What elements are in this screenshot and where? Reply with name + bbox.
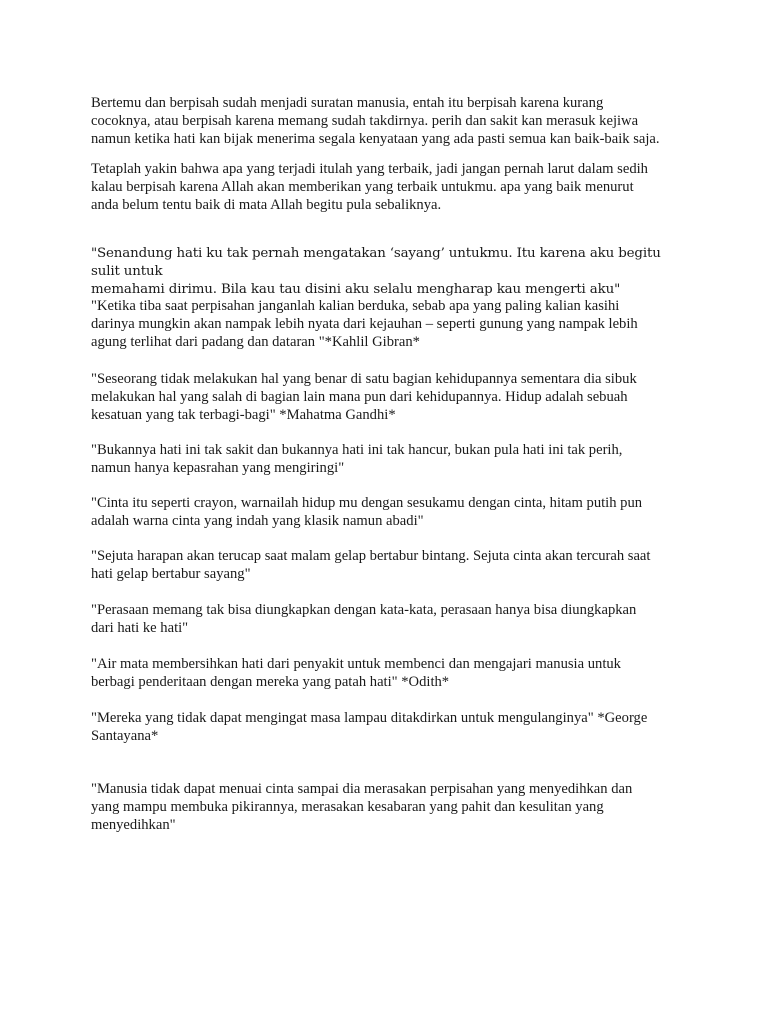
paragraph-second: Tetaplah yakin bahwa apa yang terjadi itulah yang terbaik, jadi jangan pernah larut dalam sedih kalau berpisah karena Allah akan memberikan yang terbaik untukmu. apa yang baik menurut anda belum tentu baik di mata Allah begitu pula sebaliknya. <box>91 161 648 213</box>
quote-odith: "Air mata membersihkan hati dari penyakit untuk membenci dan mengajari manusia untuk berbagi penderitaan dengan mereka yang patah hati" *Odith* <box>91 656 621 690</box>
quote-perasaan: "Perasaan memang tak bisa diungkapkan dengan kata-kata, perasaan hanya bisa diungkapkan dari hati ke hati" <box>91 602 637 636</box>
quote-george-santayana: "Mereka yang tidak dapat mengingat masa lampau ditakdirkan untuk mengulanginya" *George Santayana* <box>91 710 648 744</box>
quote-cinta-crayon: "Cinta itu seperti crayon, warnailah hidup mu dengan sesukamu dengan cinta, hitam putih pun adalah warna cinta yang indah yang klasik namun abadi" <box>91 495 643 529</box>
quote-mahatma-gandhi: "Seseorang tidak melakukan hal yang benar di satu bagian kehidupannya sementara dia sibuk melakukan hal yang salah di bagian lain mana pun dari kehidupannya. Hidup adalah sebuah kesatuan yang tak terbagi-bagi" *Mahatma Gandhi* <box>91 371 637 423</box>
quote-bukannya-hati: "Bukannya hati ini tak sakit dan bukannya hati ini tak hancur, bukan pula hati ini tak perih, namun hanya kepasrahan yang mengiringi" <box>91 442 623 476</box>
quote-kahlil-gibran: "Ketika tiba saat perpisahan janganlah kalian berduka, sebab apa yang paling kalian kasihi darinya mungkin akan nampak lebih nyata dari kejauhan – seperti gunung yang nampak lebih agung terlihat dari padang dan dataran "*Kahlil Gibran* <box>91 298 638 350</box>
quote-manusia-cinta: "Manusia tidak dapat menuai cinta sampai dia merasakan perpisahan yang menyedihkan dan yang mampu membuka pikirannya, merasakan kesabaran yang pahit dan kesulitan yang menyedihkan" <box>91 781 633 833</box>
paragraph-intro: Bertemu dan berpisah sudah menjadi suratan manusia, entah itu berpisah karena kurang cocoknya, atau berpisah karena memang sudah takdirnya. perih dan sakit kan merasuk kejiwa namun ketika hati kan bijak menerima segala kenyataan yang ada pasti semua kan baik-baik saja. <box>91 95 660 147</box>
quote-sejuta-harapan: "Sejuta harapan akan terucap saat malam gelap bertabur bintang. Sejuta cinta akan tercurah saat hati gelap bertabur sayang" <box>91 548 651 582</box>
quote-senandung: "Senandung hati ku tak pernah mengatakan ‘sayang’ untukmu. Itu karena aku begitu sulit untuk memahami dirimu. Bila kau tau disini aku selalu mengharap kau mengerti aku" <box>91 246 661 297</box>
